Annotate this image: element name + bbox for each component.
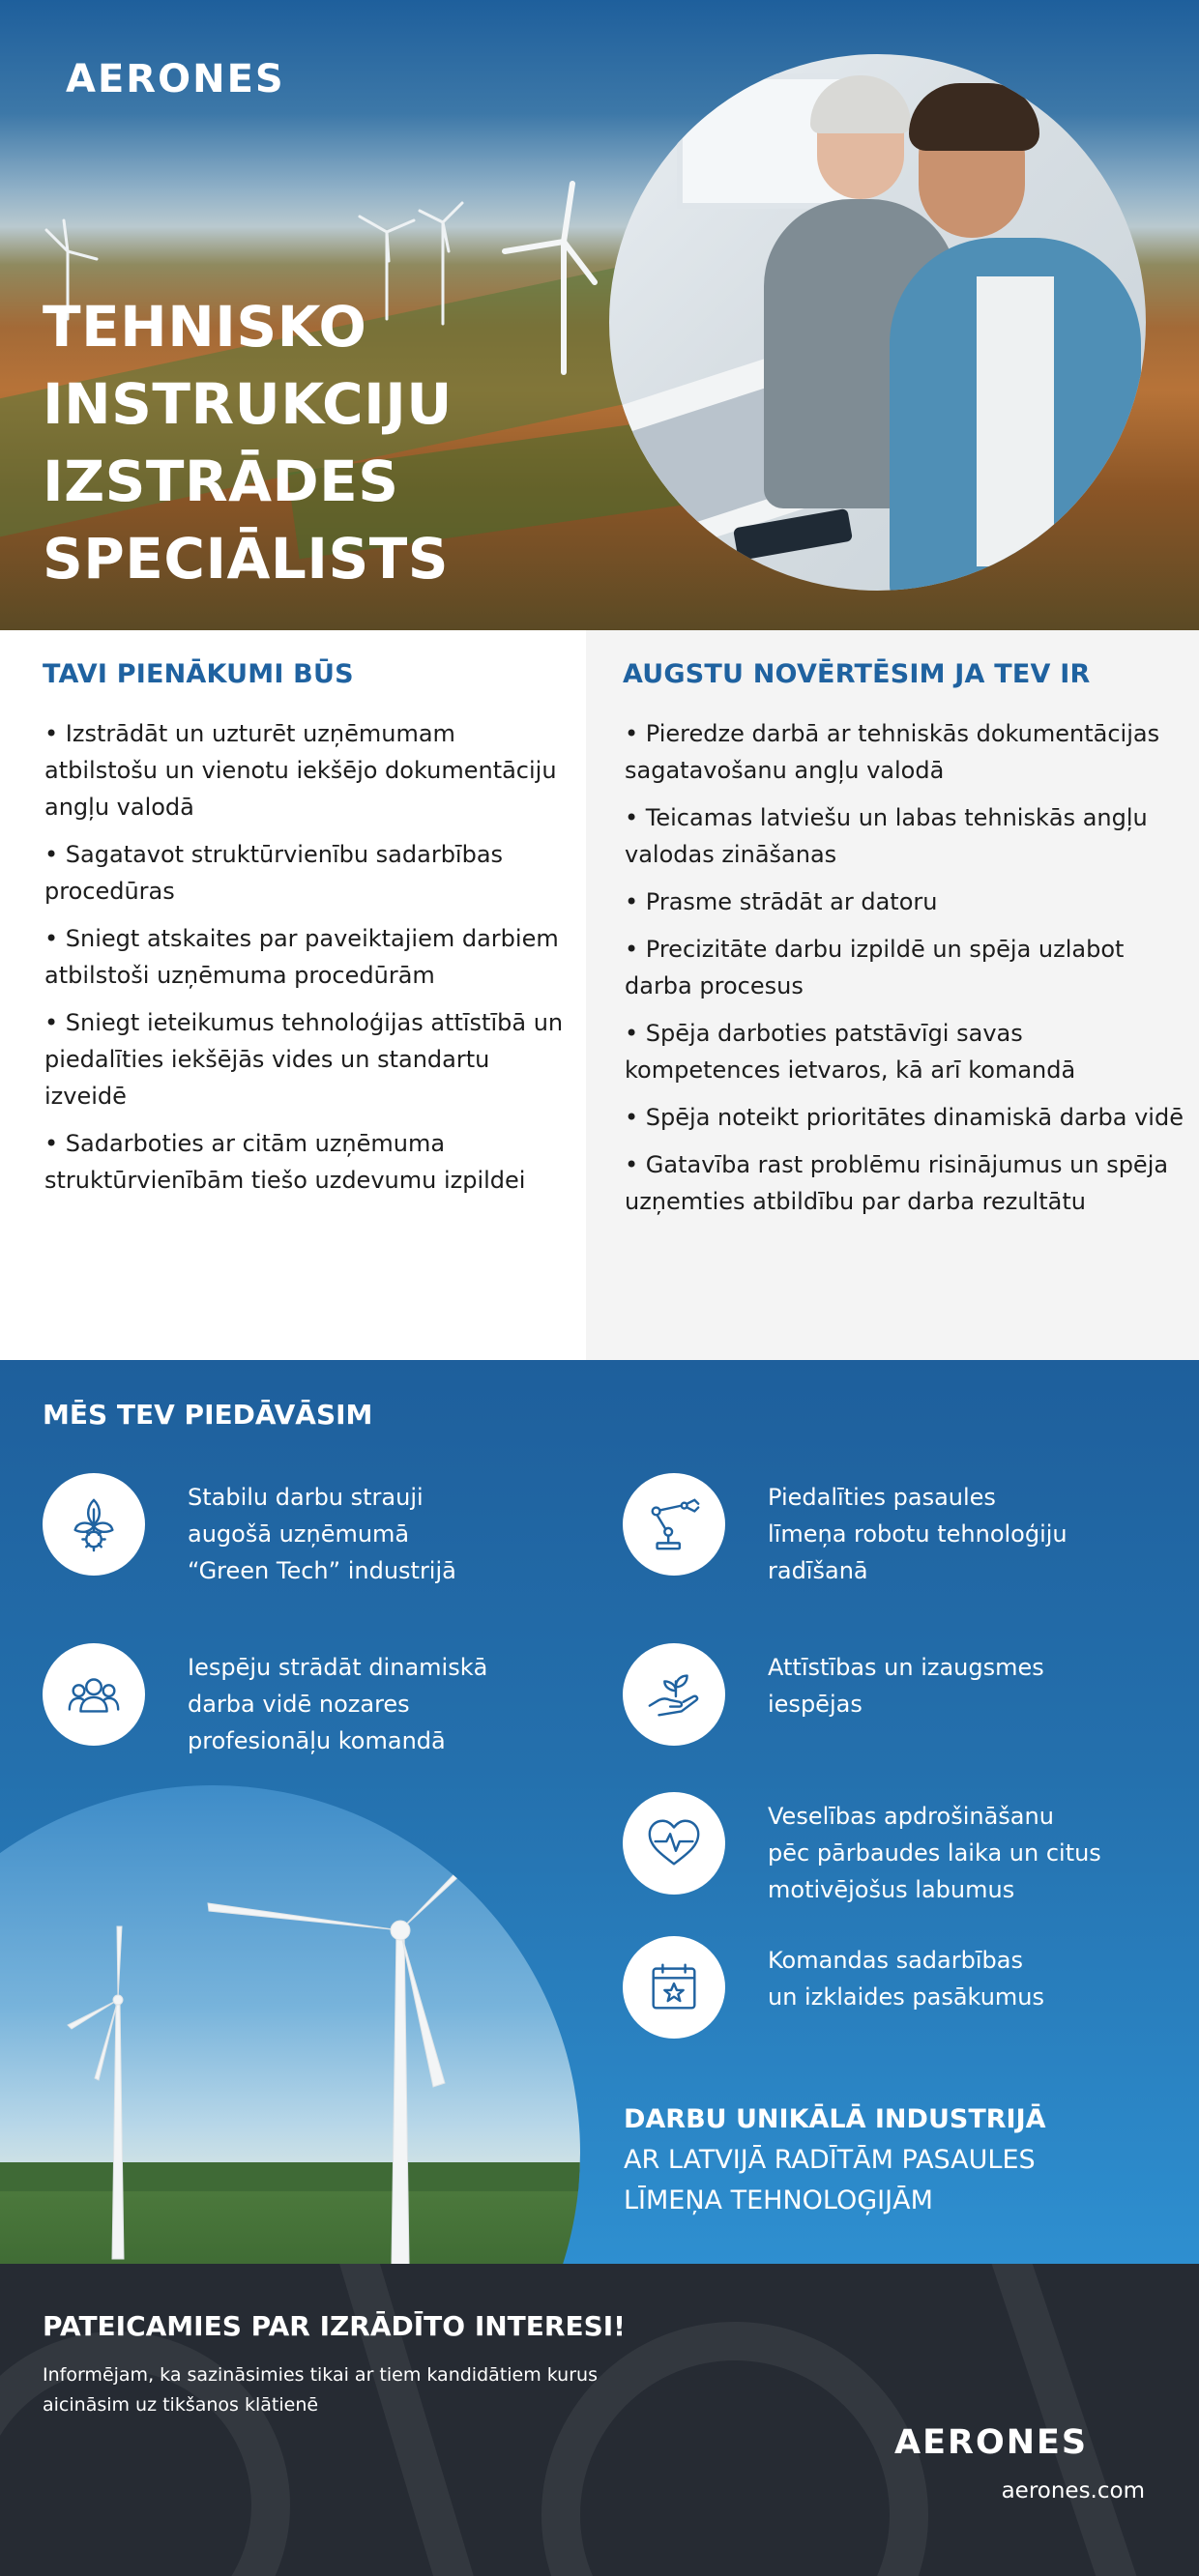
list-item: • Prasme strādāt ar datoru — [625, 888, 938, 915]
requirements-list — [625, 715, 1185, 1230]
offer-text — [768, 1479, 1067, 1589]
offer-text-line: profesionāļu komandā — [188, 1727, 446, 1754]
offer-text-line: augošā uzņēmumā — [188, 1520, 410, 1548]
duties-section — [0, 630, 586, 1360]
requirements-heading: AUGSTU NOVĒRTĒSIM JA TEV IR — [623, 659, 1091, 689]
offer-item — [623, 1643, 1044, 1746]
title-line: TEHNISKO — [43, 294, 367, 360]
wind-turbine-icon — [0, 1785, 580, 2264]
wind-turbine-photo — [0, 1785, 580, 2264]
tagline-line: AR LATVIJĀ RADĪTĀM PASAULES — [624, 2145, 1036, 2175]
duties-heading: TAVI PIENĀKUMI BŪS — [43, 659, 354, 689]
list-item: • Spēja darboties patstāvīgi savas kompetences ietvaros, kā arī komandā — [625, 1020, 1076, 1084]
list-item: • Sniegt ieteikumus tehnoloģijas attīstībā un piedalīties iekšējās vides un standartu izveidē — [44, 1009, 564, 1110]
website-link[interactable]: aerones.com — [1001, 2478, 1145, 2504]
footer — [0, 2264, 1199, 2576]
offer-text — [768, 1942, 1044, 2015]
title-line: SPECIĀLISTS — [43, 526, 450, 592]
list-item: • Teicamas latviešu un labas tehniskās angļu valodas zināšanas — [625, 804, 1148, 868]
leaf-gear-icon — [64, 1494, 124, 1554]
offer-text-line: “Green Tech” industrijā — [188, 1557, 456, 1584]
offers-section — [0, 1360, 1199, 2264]
offer-text-line: motivējošus labumus — [768, 1876, 1015, 1903]
photo-person-shirt — [977, 276, 1054, 566]
footer-heading: PATEICAMIES PAR IZRĀDĪTO INTERESI! — [43, 2310, 626, 2342]
offer-text-line: Attīstības un izaugsmes — [768, 1654, 1044, 1681]
svg-text:AERONES: AERONES — [894, 2423, 1089, 2461]
offer-text — [768, 1649, 1044, 1722]
offer-item — [623, 1936, 1044, 2039]
offer-icon-circle — [43, 1643, 145, 1746]
offer-icon-circle — [623, 1643, 725, 1746]
svg-text:AERONES: AERONES — [66, 57, 285, 101]
offer-icon-circle — [43, 1473, 145, 1576]
offer-text-line: darba vidē nozares — [188, 1691, 410, 1718]
tagline-bold: DARBU UNIKĀLĀ INDUSTRIJĀ — [624, 2104, 1046, 2134]
calendar-star-icon — [644, 1957, 704, 2017]
offer-text-line: līmeņa robotu tehnoloģiju — [768, 1520, 1067, 1548]
list-item: • Gatavība rast problēmu risinājumus un spēja uzņemties atbildību par darba rezultātu — [625, 1151, 1169, 1215]
offer-text-line: Komandas sadarbības — [768, 1947, 1023, 1974]
offer-text-line: iespējas — [768, 1691, 863, 1718]
offer-icon-circle — [623, 1792, 725, 1895]
page-title — [43, 288, 453, 597]
offer-item — [623, 1473, 1067, 1589]
list-item: • Spēja noteikt prioritātes dinamiskā darba vidē — [625, 1104, 1184, 1131]
hero-banner — [0, 0, 1199, 630]
offer-text-line: radīšanā — [768, 1557, 868, 1584]
list-item: • Sniegt atskaites par paveiktajiem darbiem atbilstoši uzņēmuma procedūrām — [44, 925, 559, 989]
offer-text-line: Piedalīties pasaules — [768, 1484, 996, 1511]
offer-icon-circle — [623, 1936, 725, 2039]
team-icon — [64, 1664, 124, 1724]
offers-heading: MĒS TEV PIEDĀVĀSIM — [43, 1399, 373, 1431]
offer-text-line: pēc pārbaudes laika un citus — [768, 1839, 1101, 1867]
aerones-logo-icon — [894, 2418, 1146, 2461]
duties-list — [44, 715, 567, 1209]
aerones-logo-icon — [66, 53, 356, 101]
requirements-section — [586, 630, 1199, 1360]
list-item: • Pieredze darbā ar tehniskās dokumentācijas sagatavošanu angļu valodā — [625, 720, 1160, 784]
offer-item — [623, 1792, 1101, 1908]
offer-item — [43, 1643, 487, 1759]
photo-person-hair — [909, 83, 1039, 151]
offer-text — [188, 1649, 487, 1759]
tagline-line: LĪMEŅA TEHNOLOĢIJĀM — [624, 2185, 933, 2215]
footer-text: Informējam, ka sazināsimies tikai ar tiem kandidātiem kurus aicināsim uz tikšanos klātienē — [43, 2364, 598, 2416]
offer-text-line: un izklaides pasākumus — [768, 1983, 1045, 2011]
offer-text — [188, 1479, 456, 1589]
title-line: IZSTRĀDES — [43, 449, 399, 514]
offer-text — [768, 1798, 1101, 1908]
robot-arm-icon — [644, 1494, 704, 1554]
offer-item — [43, 1473, 456, 1589]
industry-tagline — [624, 2099, 1046, 2221]
offer-text-line: Iespēju strādāt dinamiskā — [188, 1654, 488, 1681]
offer-text-line: Veselības apdrošināšanu — [768, 1803, 1054, 1830]
list-item: • Izstrādāt un uzturēt uzņēmumam atbilstošu un vienotu iekšējo dokumentāciju angļu valodā — [44, 720, 557, 821]
hand-sprout-icon — [644, 1664, 704, 1724]
heart-pulse-icon — [644, 1813, 704, 1873]
office-photo — [609, 54, 1146, 591]
offer-text-line: Stabilu darbu strauji — [188, 1484, 424, 1511]
list-item: • Sagatavot struktūrvienību sadarbības procedūras — [44, 841, 504, 905]
list-item: • Precizitāte darbu izpildē un spēja uzlabot darba procesus — [625, 936, 1125, 999]
list-item: • Sadarboties ar citām uzņēmuma struktūrvienībām tiešo uzdevumu izpildei — [44, 1130, 526, 1194]
title-line: INSTRUKCIJU — [43, 371, 453, 437]
offer-icon-circle — [623, 1473, 725, 1576]
